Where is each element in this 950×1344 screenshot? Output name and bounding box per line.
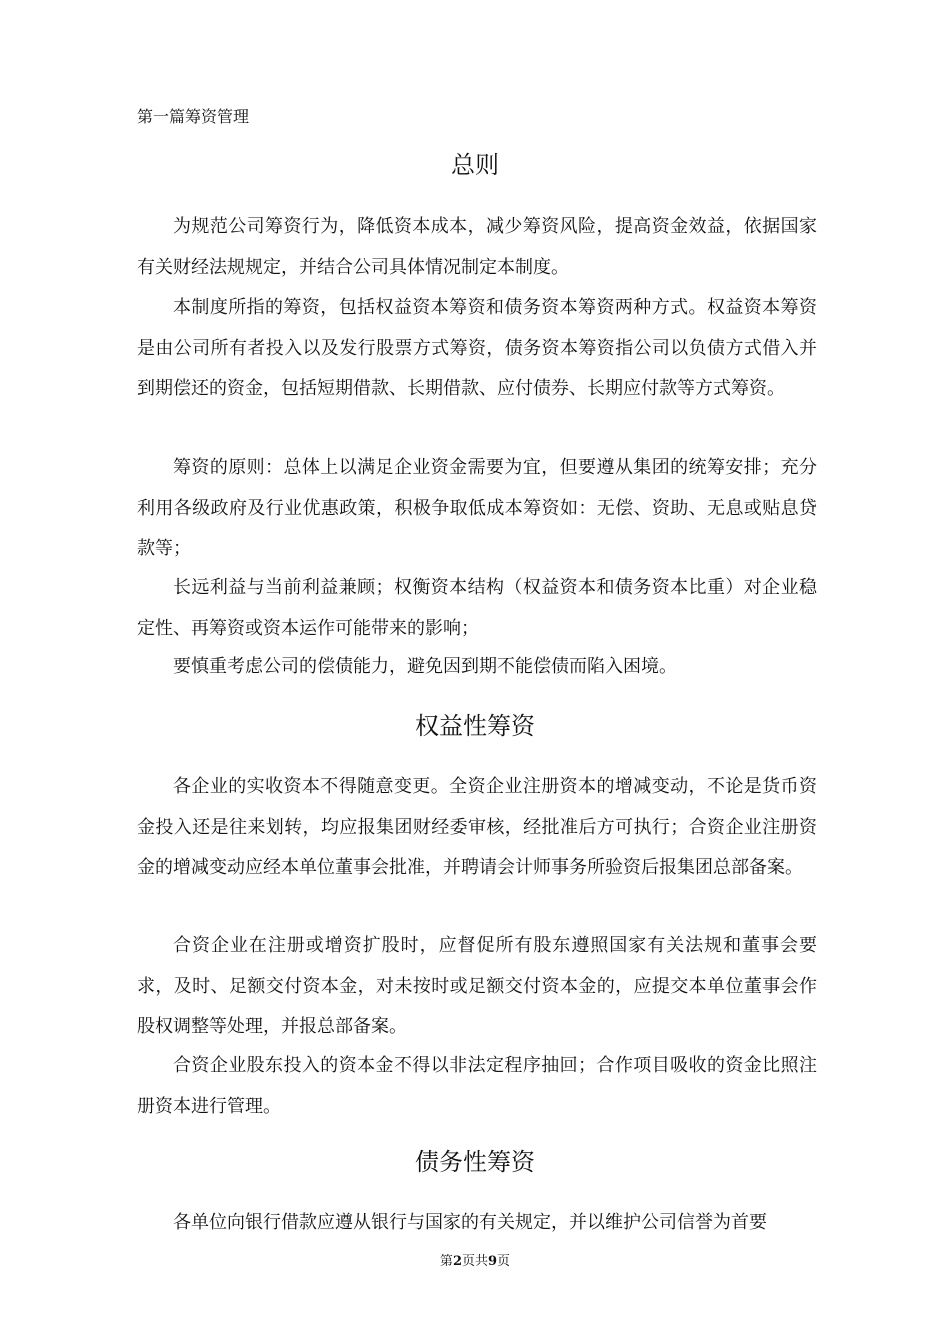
footer-total-pages: 9 [488,1254,498,1269]
footer-prefix: 第 [439,1254,453,1269]
paragraph: 筹资的原则：总体上以满足企业资金需要为宜，但要遵从集团的统筹安排；充分利用各级政府及行业优惠政策，积极争取低成本筹资如：无偿、资助、无息或贴息贷款等； [137,457,817,559]
page-footer [0,1253,950,1271]
paragraph: 为规范公司筹资行为，降低资本成本，减少筹资风险，提高资金效益，依据国家有关财经法规规定，并结合公司具体情况制定本制度。 [137,216,817,278]
paragraph: 要慎重考虑公司的偿债能力，避免因到期不能偿债而陷入困境。 [173,656,677,677]
paragraph: 长远利益与当前利益兼顾；权衡资本结构（权益资本和债务资本比重）对企业稳定性、再筹资或资本运作可能带来的影响； [137,577,817,639]
paragraph: 本制度所指的筹资，包括权益资本筹资和债务资本筹资两种方式。权益资本筹资是由公司所有者投入以及发行股票方式筹资，债务资本筹资指公司以负债方式借入并到期偿还的资金，包括短期借款、长期借款、应付债券、长期应付款等方式筹资。 [137,297,817,399]
section-title-debt-financing: 债务性筹资 [415,1148,535,1176]
paragraph: 各企业的实收资本不得随意变更。全资企业注册资本的增减变动，不论是货币资金投入还是往来划转，均应报集团财经委审核，经批准后方可执行；合资企业注册资金的增减变动应经本单位董事会批准，并聘请会计师事务所验资后报集团总部备案。 [137,776,817,878]
paragraph: 各单位向银行借款应遵从银行与国家的有关规定，并以维护公司信誉为首要 [173,1212,767,1233]
running-head: 第一篇筹资管理 [137,107,250,126]
section-title-general: 总则 [451,151,499,179]
footer-suffix: 页 [497,1254,511,1269]
footer-page-number: 2 [452,1254,462,1269]
section-title-equity-financing: 权益性筹资 [415,712,535,740]
paragraph: 合资企业股东投入的资本金不得以非法定程序抽回；合作项目吸收的资金比照注册资本进行管理。 [137,1055,817,1117]
paragraph: 合资企业在注册或增资扩股时，应督促所有股东遵照国家有关法规和董事会要求，及时、足额交付资本金，对未按时或足额交付资本金的，应提交本单位董事会作股权调整等处理，并报总部备案。 [137,935,817,1037]
footer-middle: 页共 [461,1254,488,1269]
